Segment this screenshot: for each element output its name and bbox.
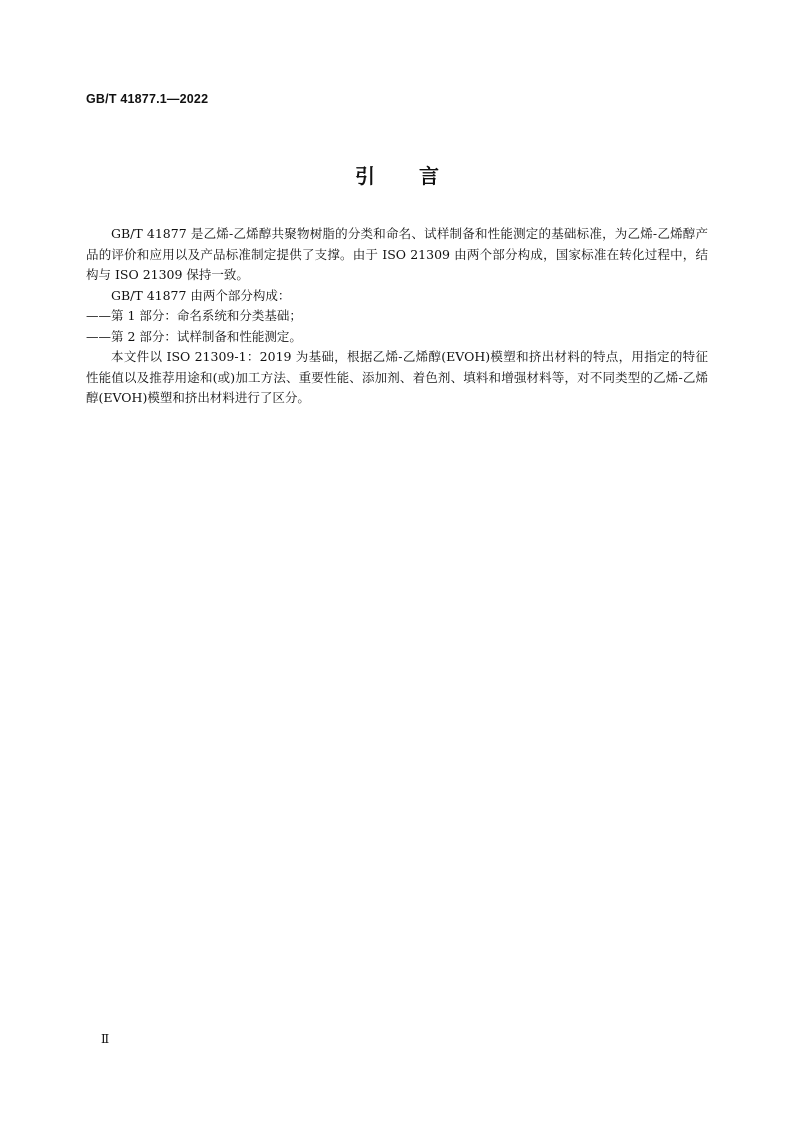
paragraph-basis: 本文件以 ISO 21309-1：2019 为基础，根据乙烯-乙烯醇(EVOH)模塑和挤出材料的特点，用指定的特征性能值以及推荐用途和(或)加工方法、重要性能、添加剂、着色剂、填料和增强材料等，对不同类型的乙烯-乙烯醇(EVOH)模塑和挤出材料进行了区分。 — [86, 349, 708, 405]
list-item-part-2: ——第 2 部分：试样制备和性能测定。 — [86, 328, 302, 344]
paragraph-intro: GB/T 41877 是乙烯-乙烯醇共聚物树脂的分类和命名、试样制备和性能测定的基础标准，为乙烯-乙烯醇产品的评价和应用以及产品标准制定提供了支撑。由于 ISO 21309 由两个部分构成，国家标准在转化过程中，结构与 ISO 21309 保持一致。 — [86, 226, 708, 282]
paragraph-parts-heading: GB/T 41877 由两个部分构成： — [111, 287, 291, 303]
list-item-part-1: ——第 1 部分：命名系统和分类基础； — [86, 308, 302, 323]
body-text — [86, 224, 708, 409]
section-title: 引言 — [355, 164, 483, 188]
page-number: Ⅱ — [101, 1032, 110, 1046]
document-code: GB/T 41877.1—2022 — [86, 92, 209, 106]
